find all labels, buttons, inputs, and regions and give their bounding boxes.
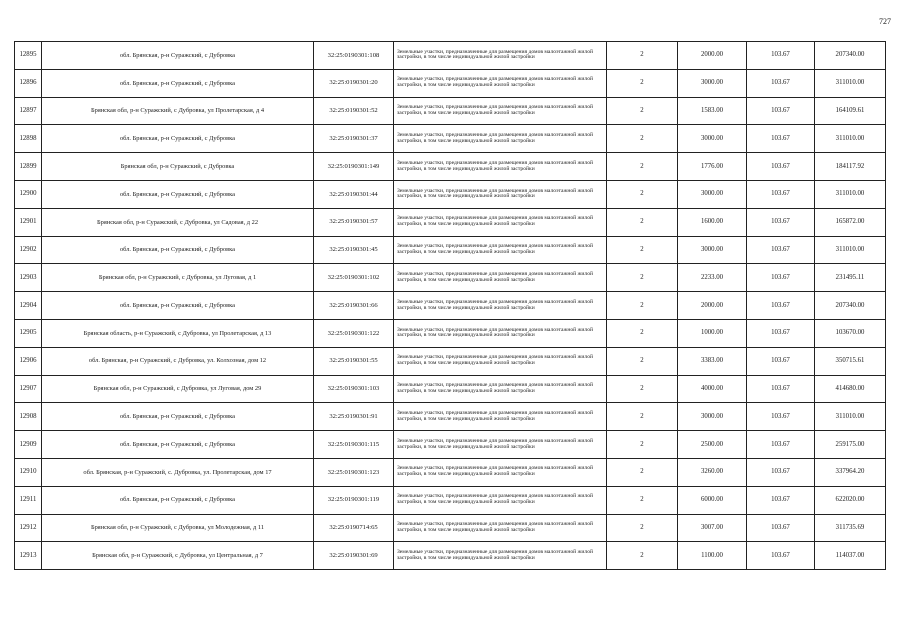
cadastral-number-cell: 32:25:0190301:66 <box>314 292 394 320</box>
table-row <box>15 431 886 459</box>
specific-value-cell: 103.67 <box>747 375 815 403</box>
land-use-cell: Земельные участки, предназначенные для размещения домов малоэтажной жилой застройки, в том числе индивидуальной жилой застройки <box>394 458 607 486</box>
group-cell: 2 <box>607 236 678 264</box>
area-cell: 3000.00 <box>678 403 747 431</box>
land-use-cell: Земельные участки, предназначенные для размещения домов малоэтажной жилой застройки, в том числе индивидуальной жилой застройки <box>394 153 607 181</box>
group-cell: 2 <box>607 514 678 542</box>
table-row <box>15 153 886 181</box>
land-use-cell: Земельные участки, предназначенные для размещения домов малоэтажной жилой застройки, в том числе индивидуальной жилой застройки <box>394 97 607 125</box>
area-cell: 3000.00 <box>678 125 747 153</box>
cadastral-value-cell: 184117.92 <box>815 153 886 181</box>
land-use-cell: Земельные участки, предназначенные для размещения домов малоэтажной жилой застройки, в том числе индивидуальной жилой застройки <box>394 514 607 542</box>
table-row <box>15 69 886 97</box>
specific-value-cell: 103.67 <box>747 264 815 292</box>
table-row <box>15 514 886 542</box>
area-cell: 3000.00 <box>678 180 747 208</box>
row-number-cell: 12903 <box>15 264 42 292</box>
area-cell: 1000.00 <box>678 319 747 347</box>
land-use-cell: Земельные участки, предназначенные для размещения домов малоэтажной жилой застройки, в том числе индивидуальной жилой застройки <box>394 180 607 208</box>
row-number-cell: 12902 <box>15 236 42 264</box>
table-row <box>15 542 886 570</box>
area-cell: 2500.00 <box>678 431 747 459</box>
land-use-cell: Земельные участки, предназначенные для размещения домов малоэтажной жилой застройки, в том числе индивидуальной жилой застройки <box>394 208 607 236</box>
cadastral-number-cell: 32:25:0190714:65 <box>314 514 394 542</box>
cadastral-number-cell: 32:25:0190301:115 <box>314 431 394 459</box>
address-cell: обл. Брянская, р-н Суражский, с Дубровка <box>42 431 314 459</box>
table-row <box>15 486 886 514</box>
row-number-cell: 12900 <box>15 180 42 208</box>
cadastral-value-cell: 207340.00 <box>815 292 886 320</box>
group-cell: 2 <box>607 486 678 514</box>
specific-value-cell: 103.67 <box>747 125 815 153</box>
group-cell: 2 <box>607 375 678 403</box>
cadastral-number-cell: 32:25:0190301:149 <box>314 153 394 181</box>
group-cell: 2 <box>607 125 678 153</box>
area-cell: 1100.00 <box>678 542 747 570</box>
specific-value-cell: 103.67 <box>747 153 815 181</box>
specific-value-cell: 103.67 <box>747 347 815 375</box>
land-use-cell: Земельные участки, предназначенные для размещения домов малоэтажной жилой застройки, в том числе индивидуальной жилой застройки <box>394 403 607 431</box>
land-use-cell: Земельные участки, предназначенные для размещения домов малоэтажной жилой застройки, в том числе индивидуальной жилой застройки <box>394 125 607 153</box>
row-number-cell: 12913 <box>15 542 42 570</box>
area-cell: 2000.00 <box>678 42 747 70</box>
row-number-cell: 12898 <box>15 125 42 153</box>
cadastral-number-cell: 32:25:0190301:119 <box>314 486 394 514</box>
cadastral-number-cell: 32:25:0190301:55 <box>314 347 394 375</box>
cadastral-value-cell: 114037.00 <box>815 542 886 570</box>
address-cell: обл. Брянская, р-н Суражский, с Дубровка <box>42 180 314 208</box>
area-cell: 4000.00 <box>678 375 747 403</box>
cadastral-value-cell: 207340.00 <box>815 42 886 70</box>
cadastral-value-cell: 311010.00 <box>815 69 886 97</box>
cadastral-number-cell: 32:25:0190301:45 <box>314 236 394 264</box>
address-cell: обл. Брянская, р-н Суражский, с Дубровка <box>42 69 314 97</box>
area-cell: 3007.00 <box>678 514 747 542</box>
row-number-cell: 12911 <box>15 486 42 514</box>
group-cell: 2 <box>607 264 678 292</box>
land-use-cell: Земельные участки, предназначенные для размещения домов малоэтажной жилой застройки, в том числе индивидуальной жилой застройки <box>394 347 607 375</box>
specific-value-cell: 103.67 <box>747 319 815 347</box>
area-cell: 1583.00 <box>678 97 747 125</box>
page-number: 727 <box>879 17 891 26</box>
table-row <box>15 125 886 153</box>
group-cell: 2 <box>607 180 678 208</box>
row-number-cell: 12908 <box>15 403 42 431</box>
land-use-cell: Земельные участки, предназначенные для размещения домов малоэтажной жилой застройки, в том числе индивидуальной жилой застройки <box>394 236 607 264</box>
cadastral-value-cell: 259175.00 <box>815 431 886 459</box>
row-number-cell: 12895 <box>15 42 42 70</box>
cadastral-number-cell: 32:25:0190301:57 <box>314 208 394 236</box>
table-row <box>15 208 886 236</box>
address-cell: обл. Брянская, р-н Суражский, с. Дубровка, ул. Пролетарская, дом 17 <box>42 458 314 486</box>
area-cell: 3000.00 <box>678 69 747 97</box>
specific-value-cell: 103.67 <box>747 180 815 208</box>
area-cell: 2233.00 <box>678 264 747 292</box>
table-row <box>15 97 886 125</box>
address-cell: обл. Брянская, р-н Суражский, с Дубровка <box>42 236 314 264</box>
address-cell: Брянская обл, р-н Суражский, с Дубровка, ул Центральная, д 7 <box>42 542 314 570</box>
specific-value-cell: 103.67 <box>747 486 815 514</box>
specific-value-cell: 103.67 <box>747 458 815 486</box>
cadastral-number-cell: 32:25:0190301:20 <box>314 69 394 97</box>
group-cell: 2 <box>607 542 678 570</box>
group-cell: 2 <box>607 97 678 125</box>
address-cell: обл. Брянская, р-н Суражский, с Дубровка <box>42 486 314 514</box>
specific-value-cell: 103.67 <box>747 403 815 431</box>
table-row <box>15 375 886 403</box>
address-cell: обл. Брянская, р-н Суражский, с Дубровка <box>42 403 314 431</box>
table-row <box>15 292 886 320</box>
land-use-cell: Земельные участки, предназначенные для размещения домов малоэтажной жилой застройки, в том числе индивидуальной жилой застройки <box>394 42 607 70</box>
row-number-cell: 12897 <box>15 97 42 125</box>
cadastral-number-cell: 32:25:0190301:103 <box>314 375 394 403</box>
group-cell: 2 <box>607 42 678 70</box>
cadastral-number-cell: 32:25:0190301:108 <box>314 42 394 70</box>
cadastral-number-cell: 32:25:0190301:44 <box>314 180 394 208</box>
cadastral-number-cell: 32:25:0190301:69 <box>314 542 394 570</box>
group-cell: 2 <box>607 69 678 97</box>
specific-value-cell: 103.67 <box>747 514 815 542</box>
cadastral-number-cell: 32:25:0190301:52 <box>314 97 394 125</box>
table-row <box>15 458 886 486</box>
area-cell: 3260.00 <box>678 458 747 486</box>
table-row <box>15 319 886 347</box>
cadastral-number-cell: 32:25:0190301:123 <box>314 458 394 486</box>
specific-value-cell: 103.67 <box>747 236 815 264</box>
specific-value-cell: 103.67 <box>747 292 815 320</box>
land-use-cell: Земельные участки, предназначенные для размещения домов малоэтажной жилой застройки, в том числе индивидуальной жилой застройки <box>394 431 607 459</box>
cadastral-value-cell: 231495.11 <box>815 264 886 292</box>
cadastral-value-cell: 414680.00 <box>815 375 886 403</box>
area-cell: 3383.00 <box>678 347 747 375</box>
area-cell: 2000.00 <box>678 292 747 320</box>
row-number-cell: 12906 <box>15 347 42 375</box>
table-row <box>15 403 886 431</box>
specific-value-cell: 103.67 <box>747 431 815 459</box>
land-use-cell: Земельные участки, предназначенные для размещения домов малоэтажной жилой застройки, в том числе индивидуальной жилой застройки <box>394 319 607 347</box>
address-cell: Брянская обл, р-н Суражский, с Дубровка, ул Молодежная, д 11 <box>42 514 314 542</box>
group-cell: 2 <box>607 208 678 236</box>
group-cell: 2 <box>607 403 678 431</box>
cadastral-value-cell: 622020.00 <box>815 486 886 514</box>
specific-value-cell: 103.67 <box>747 208 815 236</box>
group-cell: 2 <box>607 153 678 181</box>
cadastral-value-cell: 311735.69 <box>815 514 886 542</box>
cadastral-value-cell: 311010.00 <box>815 403 886 431</box>
area-cell: 1600.00 <box>678 208 747 236</box>
group-cell: 2 <box>607 458 678 486</box>
group-cell: 2 <box>607 431 678 459</box>
row-number-cell: 12910 <box>15 458 42 486</box>
land-use-cell: Земельные участки, предназначенные для размещения домов малоэтажной жилой застройки, в том числе индивидуальной жилой застройки <box>394 292 607 320</box>
cadastral-value-table <box>14 41 886 570</box>
area-cell: 3000.00 <box>678 236 747 264</box>
cadastral-value-cell: 350715.61 <box>815 347 886 375</box>
cadastral-number-cell: 32:25:0190301:37 <box>314 125 394 153</box>
address-cell: обл. Брянская, р-н Суражский, с Дубровка <box>42 292 314 320</box>
row-number-cell: 12909 <box>15 431 42 459</box>
specific-value-cell: 103.67 <box>747 69 815 97</box>
land-use-cell: Земельные участки, предназначенные для размещения домов малоэтажной жилой застройки, в том числе индивидуальной жилой застройки <box>394 264 607 292</box>
table-row <box>15 264 886 292</box>
address-cell: Брянская обл, р-н Суражский, с Дубровка, ул Луговая, дом 29 <box>42 375 314 403</box>
table-row <box>15 42 886 70</box>
specific-value-cell: 103.67 <box>747 97 815 125</box>
group-cell: 2 <box>607 319 678 347</box>
cadastral-number-cell: 32:25:0190301:102 <box>314 264 394 292</box>
row-number-cell: 12905 <box>15 319 42 347</box>
group-cell: 2 <box>607 292 678 320</box>
cadastral-value-cell: 337964.20 <box>815 458 886 486</box>
specific-value-cell: 103.67 <box>747 542 815 570</box>
area-cell: 1776.00 <box>678 153 747 181</box>
cadastral-value-cell: 311010.00 <box>815 180 886 208</box>
address-cell: Брянская обл, р-н Суражский, с Дубровка <box>42 153 314 181</box>
specific-value-cell: 103.67 <box>747 42 815 70</box>
cadastral-number-cell: 32:25:0190301:122 <box>314 319 394 347</box>
cadastral-value-cell: 164109.61 <box>815 97 886 125</box>
table-row <box>15 180 886 208</box>
cadastral-value-cell: 103670.00 <box>815 319 886 347</box>
row-number-cell: 12912 <box>15 514 42 542</box>
address-cell: обл. Брянская, р-н Суражский, с Дубровка, ул. Колхозная, дом 12 <box>42 347 314 375</box>
cadastral-number-cell: 32:25:0190301:91 <box>314 403 394 431</box>
land-use-cell: Земельные участки, предназначенные для размещения домов малоэтажной жилой застройки, в том числе индивидуальной жилой застройки <box>394 375 607 403</box>
address-cell: Брянская обл, р-н Суражский, с Дубровка, ул Луговая, д 1 <box>42 264 314 292</box>
land-use-cell: Земельные участки, предназначенные для размещения домов малоэтажной жилой застройки, в том числе индивидуальной жилой застройки <box>394 542 607 570</box>
row-number-cell: 12904 <box>15 292 42 320</box>
land-use-cell: Земельные участки, предназначенные для размещения домов малоэтажной жилой застройки, в том числе индивидуальной жилой застройки <box>394 486 607 514</box>
cadastral-value-cell: 165872.00 <box>815 208 886 236</box>
address-cell: Брянская обл, р-н Суражский, с Дубровка, ул Садовая, д 22 <box>42 208 314 236</box>
address-cell: Брянская обл, р-н Суражский, с Дубровка, ул Пролетарская, д 4 <box>42 97 314 125</box>
group-cell: 2 <box>607 347 678 375</box>
cadastral-value-cell: 311010.00 <box>815 125 886 153</box>
address-cell: Брянская область, р-н Суражский, с Дубровка, ул Пролетарская, д 13 <box>42 319 314 347</box>
table-body <box>15 42 886 570</box>
row-number-cell: 12907 <box>15 375 42 403</box>
area-cell: 6000.00 <box>678 486 747 514</box>
row-number-cell: 12896 <box>15 69 42 97</box>
row-number-cell: 12901 <box>15 208 42 236</box>
address-cell: обл. Брянская, р-н Суражский, с Дубровка <box>42 125 314 153</box>
land-use-cell: Земельные участки, предназначенные для размещения домов малоэтажной жилой застройки, в том числе индивидуальной жилой застройки <box>394 69 607 97</box>
cadastral-value-cell: 311010.00 <box>815 236 886 264</box>
row-number-cell: 12899 <box>15 153 42 181</box>
table-row <box>15 236 886 264</box>
table-row <box>15 347 886 375</box>
address-cell: обл. Брянская, р-н Суражский, с Дубровка <box>42 42 314 70</box>
